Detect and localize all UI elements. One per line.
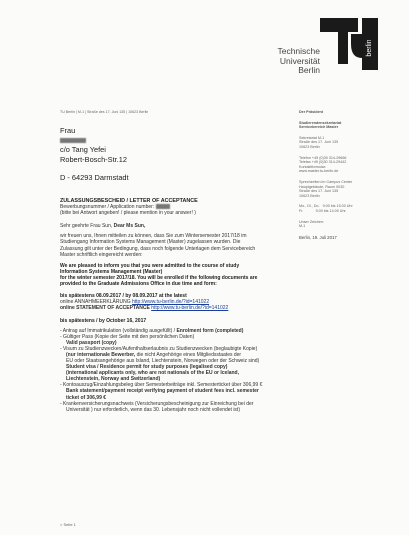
online-statement-link[interactable]: http://www.tu-berlin.de/?id=141022 (151, 305, 229, 312)
sidebar-hours-days: Mo., Di., Do. (299, 204, 320, 209)
paragraph-de-line: Master schriftlich eingereicht werden: (60, 251, 143, 258)
visa-note: EU oder Staatsangehörige aus Island, Liechtenstein, Norwegen oder der Schweiz sind) (66, 357, 260, 364)
sidebar-dept1: Studierendensekretariat (299, 120, 342, 125)
university-logo-text (262, 47, 320, 76)
sidebar-hours-line: Sprechzeiten im Campus Center (299, 179, 353, 184)
list-item-de: - Antrag auf Immatrikulation (vollständig ausgefüllt) / (60, 327, 176, 334)
sidebar-hours-line: Hauptgebäude, Raum 0030 (299, 184, 345, 189)
deadline-2: bis spätestens / by October 16, 2017 (60, 318, 147, 325)
sidebar-hours-line: Straße des 17. Juni 135 (299, 189, 339, 194)
online-acceptance-link[interactable]: http://www.tu-berlin.de/?id=141022 (131, 299, 210, 306)
logo-line-universitaet: Universität (279, 55, 320, 66)
logo-line-technische: Technische (277, 46, 320, 56)
sidebar-ref-line: Sekretariat M-1 (299, 135, 325, 140)
recipient-salutation: Frau (60, 126, 76, 135)
sidebar-contact-link[interactable]: www.master.tu-berlin.de (299, 169, 339, 174)
redacted-name (60, 138, 86, 143)
visa-en: Student visa / Residence permit for study purposes (legalised copy) (66, 364, 228, 371)
bank-statement-en: Bank statement/payment receipt verifying payment of student fees incl. semester (66, 388, 259, 395)
sidebar-ref-line: Straße des 17. Juni 135 (299, 140, 339, 145)
visa-en: (international applicants only, who are not nationals of the EU or Iceland, (66, 370, 239, 377)
greeting-de: Sehr geehrte Frau Sun, (60, 223, 113, 230)
letter-body (60, 198, 310, 413)
paragraph-en (60, 263, 310, 287)
paragraph-en-line: provided to the Graduate Admissions Office in due time and form: (60, 281, 217, 288)
page-footer: > Seite 1 (60, 522, 76, 527)
bank-statement-en: ticket of 306,99 € (66, 394, 107, 401)
sidebar-dept2: Servicebereich Master (299, 125, 339, 130)
sidebar-contact-label: Kontaktformular: (299, 164, 327, 169)
greeting-en: Dear Ms Sun, (113, 223, 146, 230)
paragraph-de-line: wir freuen uns, Ihnen mitteilen zu können, dass Sie zum Wintersemester 2017/18 im (60, 233, 247, 240)
sidebar-title: Der Präsident (299, 110, 323, 114)
recipient-co: c/o Tang Yefei (60, 145, 106, 154)
tu-logo-icon (318, 14, 380, 72)
sidebar-hours-time: 9.00 bis 14.00 Uhr (315, 208, 346, 213)
redacted-app-number (156, 204, 170, 209)
sidebar-fax: Telefax +49 (0)30 314-29442 (299, 160, 347, 165)
paragraph-en-line: for the winter semester 2017/18. You will be enrolled if the following documents are (60, 274, 258, 281)
list-item-en: Enrolment form (completed) (175, 327, 244, 334)
paragraph-de-line: Studiengang Information Systems Management (Master) zugelassen wurden. Die (60, 239, 241, 246)
document-list (60, 328, 310, 413)
sidebar-ref-value: M-1 (299, 224, 306, 229)
list-item: - Visum zu Studienzwecken/Aufenthaltserlaubnis zu Studienzwecken (beglaubigte Kopie) (60, 345, 258, 352)
deadline-1: bis spätestens 08.09.2017 / by 08.09.2017 at the latest (60, 293, 187, 300)
online-statement-label: online STATEMENT OF ACCEPTANCE (60, 305, 150, 312)
logo-vertical-text: berlin (366, 39, 373, 57)
sidebar-ref-label: Unser Zeichen: (299, 219, 325, 224)
list-item: - Kontoauszug/Einzahlungsbeleg über Semesterbeiträge inkl. Semesterticket über 306,99 € (60, 382, 263, 389)
recipient-address (60, 126, 129, 183)
app-number-label: Bewerbungsnummer / Application number: (60, 204, 155, 211)
visa-note: die nicht Angehörige eines Mitgliedsstaates der (135, 351, 242, 358)
paragraph-en-line: Information Systems Management (Master) (60, 268, 163, 275)
recipient-city: D - 64293 Darmstadt (60, 173, 129, 182)
recipient-street: Robert-Bosch-Str.12 (60, 154, 127, 164)
paragraph-de (60, 233, 310, 257)
sidebar-phone: Telefon +49 (0)30 314-29666 (299, 155, 347, 160)
app-number-hint: (bitte bei Antwort angeben! / please mention in your answer! ) (60, 210, 196, 217)
list-item: Universität ) nur erforderlich, wenn das 30. Lebensjahr noch nicht vollendet ist) (66, 406, 240, 413)
sidebar-ref-line: 10623 Berlin (299, 144, 320, 149)
sidebar-hours-line: 10623 Berlin (299, 193, 320, 198)
sidebar-hours-time: 9.00 bis 15.00 Uhr (322, 204, 353, 209)
paragraph-de-line: Zulassung gilt unter der Bedingung, dass noch folgende Unterlagen dem Servicebereich (60, 245, 256, 252)
list-item-de: - Gültiger Pass (Kopie der Seite mit den persönlichen Daten) (60, 333, 195, 340)
online-acceptance-label: online ANNAHMEERKLÄRUNG (60, 299, 131, 306)
sidebar-hours-days: Fr. (299, 208, 304, 213)
visa-note: (nur internationale Bewerber, (66, 351, 136, 358)
logo-line-berlin: Berlin (298, 65, 320, 75)
list-item: - Krankenversicherungsnachweis (Versicherungsbescheinigung zur Einreichung bei der (60, 400, 254, 407)
letter-date: Berlin, 19. Juli 2017 (299, 234, 337, 240)
paragraph-en-line: We are pleased to inform you that you were admitted to the course of study (60, 262, 240, 269)
list-item-en: Valid passport (copy) (66, 339, 117, 346)
letter-heading: ZULASSUNGSBESCHEID / LETTER OF ACCEPTANCE (60, 198, 198, 204)
visa-en: Liechtenstein, Norway and Switzerland) (66, 376, 161, 383)
sender-line: TU Berlin | M-1 | Straße des 17. Juni 135 | 10623 Berlin (60, 110, 149, 114)
